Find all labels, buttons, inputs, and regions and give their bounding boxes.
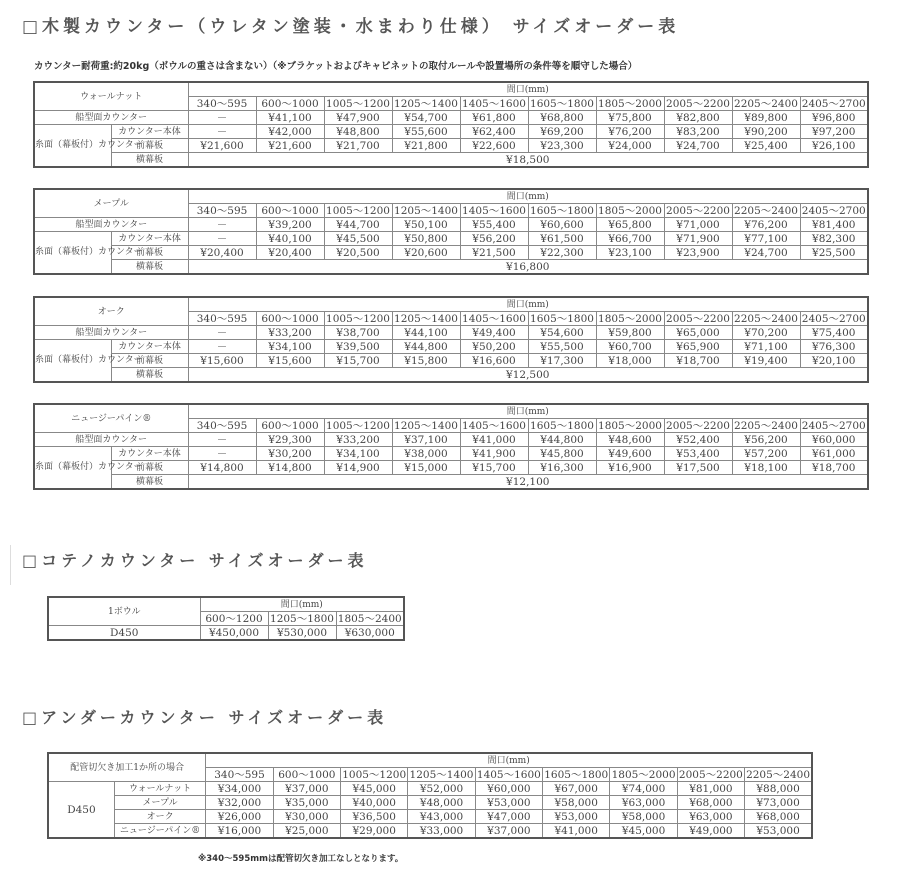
price-cell: ¥26,000	[206, 810, 273, 824]
price-cell: ¥23,100	[596, 246, 664, 260]
width-size-label: 2005～2200	[664, 312, 732, 326]
price-cell: ¥83,200	[664, 125, 732, 139]
price-cell: ¥33,200	[324, 433, 392, 447]
price-cell: ¥68,000	[745, 810, 812, 824]
price-cell: ¥52,000	[408, 782, 475, 796]
price-cell: ¥52,400	[664, 433, 732, 447]
under-counter-note: ※340～595mmは配管切欠き加工なしとなります。	[198, 854, 404, 864]
price-cell: ¥21,700	[324, 139, 392, 153]
width-size-label: 340～595	[206, 768, 273, 782]
width-size-label: 340～595	[188, 312, 256, 326]
kote-size: 1205～1800	[268, 612, 336, 626]
price-cell: ¥71,000	[664, 218, 732, 232]
price-cell: ¥14,900	[324, 461, 392, 475]
price-cell: ¥61,800	[460, 111, 528, 125]
width-size-label: 1805～2000	[596, 97, 664, 111]
price-cell: ¥34,100	[324, 447, 392, 461]
width-size-label: 1805～2000	[596, 204, 664, 218]
price-cell-side-panel: ¥16,800	[188, 260, 868, 275]
price-cell: ¥15,600	[188, 354, 256, 368]
width-size-label: 1405～1600	[476, 768, 541, 781]
wood-species-name: ウォールナット	[34, 82, 188, 111]
width-size-label: 1205～1400	[392, 312, 460, 326]
width-size-label: 1805～2000	[611, 768, 676, 781]
price-cell: ¥60,000	[800, 433, 868, 447]
price-cell: ¥21,600	[188, 139, 256, 153]
width-size-label: 1405～1600	[460, 97, 528, 111]
price-cell: ¥76,300	[800, 340, 868, 354]
row-label-ito: 糸面（幕板付）カウンター	[34, 447, 111, 490]
price-cell: ¥22,600	[460, 139, 528, 153]
price-cell: ¥81,000	[677, 782, 744, 796]
price-cell: ¥59,800	[596, 326, 664, 340]
price-cell: －	[188, 447, 256, 461]
price-cell: ¥40,000	[341, 796, 408, 810]
width-size-label: 2205～2400	[732, 97, 800, 111]
price-cell: ¥60,600	[528, 218, 596, 232]
price-cell: ¥57,200	[732, 447, 800, 461]
width-size-label: 600～1000	[256, 312, 324, 326]
price-cell: ¥32,000	[206, 796, 273, 810]
price-cell: ¥41,100	[256, 111, 324, 125]
price-cell: ¥17,500	[664, 461, 732, 475]
price-cell: ¥45,800	[528, 447, 596, 461]
width-size-label: 2205～2400	[732, 419, 800, 433]
price-cell: ¥54,700	[392, 111, 460, 125]
price-cell: ¥43,000	[408, 810, 475, 824]
price-cell: ¥20,100	[800, 354, 868, 368]
price-cell: ¥20,400	[188, 246, 256, 260]
width-size-label: 340～595	[188, 419, 256, 433]
price-cell: ¥63,000	[610, 796, 677, 810]
price-cell: ¥74,000	[610, 782, 677, 796]
price-cell: ¥14,800	[188, 461, 256, 475]
width-size-label: 2005～2200	[678, 768, 743, 781]
wood-species-name: メープル	[34, 189, 188, 218]
width-size-label: 2005～2200	[664, 97, 732, 111]
price-cell: ¥70,200	[732, 326, 800, 340]
width-size-label: 600～1000	[256, 419, 324, 433]
kote-counter-table	[47, 596, 405, 641]
width-size-label: 600～1000	[273, 768, 340, 782]
price-cell: ¥48,800	[324, 125, 392, 139]
price-cell: ¥16,600	[460, 354, 528, 368]
kote-depth-label: D450	[48, 626, 200, 641]
price-cell: ¥18,700	[800, 461, 868, 475]
title-kote-counter: □コテノカウンター サイズオーダー表	[22, 551, 368, 570]
price-cell: ¥40,100	[256, 232, 324, 246]
price-cell: ¥20,400	[256, 246, 324, 260]
title-under-counter: □アンダーカウンター サイズオーダー表	[22, 708, 388, 727]
price-cell: ¥96,800	[800, 111, 868, 125]
row-label-side-panel: 横幕板	[111, 153, 188, 168]
price-cell: ¥82,800	[664, 111, 732, 125]
price-cell-side-panel: ¥12,100	[188, 475, 868, 490]
price-cell: ¥89,800	[732, 111, 800, 125]
wood-price-table	[33, 188, 869, 275]
width-size-label: 1205～1400	[392, 419, 460, 433]
price-cell: ¥25,400	[732, 139, 800, 153]
width-header: 間口(mm)	[188, 404, 868, 419]
price-cell: ¥66,700	[596, 232, 664, 246]
price-cell: ¥44,800	[528, 433, 596, 447]
price-cell: ¥19,400	[732, 354, 800, 368]
price-cell: ¥16,900	[596, 461, 664, 475]
price-cell: ¥76,200	[596, 125, 664, 139]
price-cell: ¥53,000	[745, 824, 812, 839]
price-cell: ¥50,100	[392, 218, 460, 232]
kote-price: ¥530,000	[268, 626, 336, 641]
width-header: 間口(mm)	[188, 297, 868, 312]
width-size-label: 1605～1800	[544, 768, 609, 781]
under-species-name: ウォールナット	[114, 782, 205, 796]
width-size-label: 1205～1400	[409, 768, 474, 781]
width-size-label: 2005～2200	[664, 419, 732, 433]
price-cell: ¥49,000	[677, 824, 744, 839]
price-cell: －	[188, 433, 256, 447]
price-cell: ¥75,800	[596, 111, 664, 125]
price-cell: ¥22,300	[528, 246, 596, 260]
price-cell: ¥44,100	[392, 326, 460, 340]
price-cell: ¥24,700	[732, 246, 800, 260]
row-label-funa: 船型面カウンター	[34, 326, 188, 340]
width-size-label: 1205～1400	[392, 204, 460, 218]
width-size-label: 2205～2400	[732, 312, 800, 326]
price-cell: ¥34,100	[256, 340, 324, 354]
wood-species-name: オーク	[34, 297, 188, 326]
price-cell: ¥38,000	[392, 447, 460, 461]
price-cell: ¥69,200	[528, 125, 596, 139]
price-cell: ¥24,700	[664, 139, 732, 153]
width-size-label: 1405～1600	[460, 419, 528, 433]
price-cell: ¥81,400	[800, 218, 868, 232]
width-size-label: 1605～1800	[528, 97, 596, 111]
row-label-funa: 船型面カウンター	[34, 433, 188, 447]
price-cell: ¥39,500	[324, 340, 392, 354]
width-size-label: 1805～2000	[596, 419, 664, 433]
width-size-label: 1605～1800	[528, 419, 596, 433]
price-cell-side-panel: ¥12,500	[188, 368, 868, 383]
kote-width-header: 間口(mm)	[200, 597, 404, 612]
price-cell: ¥21,800	[392, 139, 460, 153]
price-cell: ¥20,600	[392, 246, 460, 260]
price-cell: ¥34,000	[206, 782, 273, 796]
price-cell: ¥41,000	[543, 824, 610, 839]
row-label-ito: 糸面（幕板付）カウンター	[34, 125, 111, 168]
wood-price-table	[33, 403, 869, 490]
width-size-label: 2205～2400	[732, 204, 800, 218]
price-cell: ¥47,900	[324, 111, 392, 125]
divider-line	[10, 545, 11, 585]
price-cell: ¥61,500	[528, 232, 596, 246]
price-cell: －	[188, 326, 256, 340]
kote-size: 600～1200	[200, 612, 268, 626]
price-cell: ¥77,100	[732, 232, 800, 246]
price-cell: ¥41,000	[460, 433, 528, 447]
price-cell: ¥97,200	[800, 125, 868, 139]
price-cell: ¥49,600	[596, 447, 664, 461]
row-label-body: カウンター本体	[111, 447, 188, 461]
price-cell: ¥20,500	[324, 246, 392, 260]
width-size-label: 1005～1200	[342, 768, 407, 781]
width-header: 間口(mm)	[206, 753, 812, 768]
price-cell: －	[188, 340, 256, 354]
width-size-label: 600～1000	[256, 97, 324, 111]
row-label-front-panel: 前幕板	[111, 246, 188, 260]
price-cell: ¥65,800	[596, 218, 664, 232]
price-cell: ¥50,200	[460, 340, 528, 354]
price-cell: ¥15,700	[460, 461, 528, 475]
width-size-label: 340～595	[188, 204, 256, 218]
price-cell: ¥48,600	[596, 433, 664, 447]
under-depth-label: D450	[48, 782, 114, 839]
price-cell: ¥55,600	[392, 125, 460, 139]
price-cell: ¥15,800	[392, 354, 460, 368]
price-cell: ¥29,300	[256, 433, 324, 447]
row-label-body: カウンター本体	[111, 340, 188, 354]
price-cell: ¥37,000	[475, 824, 542, 839]
price-cell: ¥58,000	[543, 796, 610, 810]
width-size-label: 1005～1200	[324, 204, 392, 218]
width-size-label: 1805～2000	[596, 312, 664, 326]
price-cell: －	[188, 111, 256, 125]
price-cell: ¥48,000	[408, 796, 475, 810]
under-counter-table	[47, 752, 813, 839]
row-label-front-panel: 前幕板	[111, 461, 188, 475]
row-label-front-panel: 前幕板	[111, 139, 188, 153]
price-cell: ¥75,400	[800, 326, 868, 340]
under-species-name: ニュージーパイン®	[114, 824, 205, 839]
price-cell: ¥17,300	[528, 354, 596, 368]
price-cell: ¥68,000	[677, 796, 744, 810]
row-label-side-panel: 横幕板	[111, 260, 188, 275]
price-cell: ¥18,100	[732, 461, 800, 475]
width-size-label: 340～595	[188, 97, 256, 111]
price-cell: ¥73,000	[745, 796, 812, 810]
price-cell: ¥16,300	[528, 461, 596, 475]
price-cell: ¥47,000	[475, 810, 542, 824]
width-size-label: 1405～1600	[460, 204, 528, 218]
width-size-label: 1205～1400	[392, 97, 460, 111]
price-cell: ¥37,000	[273, 782, 340, 796]
kote-size: 1805～2400	[336, 612, 404, 626]
kote-price: ¥630,000	[336, 626, 404, 641]
price-cell: ¥42,000	[256, 125, 324, 139]
price-cell: ¥45,000	[341, 782, 408, 796]
price-cell: ¥44,700	[324, 218, 392, 232]
price-cell: ¥56,200	[460, 232, 528, 246]
price-cell: ¥71,100	[732, 340, 800, 354]
width-size-label: 1005～1200	[324, 97, 392, 111]
price-cell: ¥60,700	[596, 340, 664, 354]
price-cell: －	[188, 125, 256, 139]
price-cell: ¥76,200	[732, 218, 800, 232]
price-cell: ¥15,600	[256, 354, 324, 368]
price-cell: ¥23,900	[664, 246, 732, 260]
under-condition-label: 配管切欠き加工1か所の場合	[48, 753, 206, 782]
width-size-label: 2405～2700	[800, 312, 868, 326]
row-label-side-panel: 横幕板	[111, 475, 188, 490]
price-cell: ¥33,200	[256, 326, 324, 340]
width-size-label: 2405～2700	[800, 419, 868, 433]
price-cell: ¥53,000	[475, 796, 542, 810]
price-cell: ¥62,400	[460, 125, 528, 139]
price-cell: ¥21,500	[460, 246, 528, 260]
load-capacity-note: カウンター耐荷重:約20kg（ボウルの重さは含まない）（※ブラケットおよびキャビネットの取付ルールや設置場所の条件等を順守した場合）	[34, 61, 638, 72]
price-cell: ¥15,000	[392, 461, 460, 475]
price-cell: ¥39,200	[256, 218, 324, 232]
price-cell: ¥71,900	[664, 232, 732, 246]
price-cell: ¥18,700	[664, 354, 732, 368]
price-cell: ¥33,000	[408, 824, 475, 839]
price-cell: ¥65,900	[664, 340, 732, 354]
price-cell: ¥56,200	[732, 433, 800, 447]
price-cell: ¥18,000	[596, 354, 664, 368]
row-label-ito: 糸面（幕板付）カウンター	[34, 340, 111, 383]
price-cell: ¥41,900	[460, 447, 528, 461]
wood-species-name: ニュージーパイン®	[34, 404, 188, 433]
price-cell: ¥21,600	[256, 139, 324, 153]
title-wood-counter: □木製カウンター（ウレタン塗装・水まわり仕様） サイズオーダー表	[22, 17, 680, 37]
price-cell: ¥82,300	[800, 232, 868, 246]
price-cell: ¥68,800	[528, 111, 596, 125]
price-cell: ¥54,600	[528, 326, 596, 340]
price-cell: ¥14,800	[256, 461, 324, 475]
price-cell: －	[188, 232, 256, 246]
price-cell: ¥38,700	[324, 326, 392, 340]
width-size-label: 1005～1200	[324, 419, 392, 433]
wood-price-table	[33, 296, 869, 383]
row-label-funa: 船型面カウンター	[34, 218, 188, 232]
row-label-side-panel: 横幕板	[111, 368, 188, 383]
width-size-label: 2205～2400	[746, 768, 811, 781]
under-species-name: オーク	[114, 810, 205, 824]
row-label-ito: 糸面（幕板付）カウンター	[34, 232, 111, 275]
price-cell: ¥88,000	[745, 782, 812, 796]
price-cell: ¥29,000	[341, 824, 408, 839]
price-cell: ¥15,700	[324, 354, 392, 368]
width-header: 間口(mm)	[188, 82, 868, 97]
price-cell: ¥25,500	[800, 246, 868, 260]
price-cell-side-panel: ¥18,500	[188, 153, 868, 168]
kote-price: ¥450,000	[200, 626, 268, 641]
price-cell: －	[188, 218, 256, 232]
price-cell: ¥23,300	[528, 139, 596, 153]
price-cell: ¥30,000	[273, 810, 340, 824]
price-cell: ¥53,400	[664, 447, 732, 461]
price-cell: ¥60,000	[475, 782, 542, 796]
price-cell: ¥44,800	[392, 340, 460, 354]
price-cell: ¥58,000	[610, 810, 677, 824]
price-cell: ¥36,500	[341, 810, 408, 824]
price-cell: ¥24,000	[596, 139, 664, 153]
under-species-name: メープル	[114, 796, 205, 810]
row-label-funa: 船型面カウンター	[34, 111, 188, 125]
row-label-front-panel: 前幕板	[111, 354, 188, 368]
price-cell: ¥90,200	[732, 125, 800, 139]
price-cell: ¥63,000	[677, 810, 744, 824]
width-size-label: 1405～1600	[460, 312, 528, 326]
width-size-label: 2405～2700	[800, 204, 868, 218]
price-cell: ¥53,000	[543, 810, 610, 824]
price-cell: ¥55,500	[528, 340, 596, 354]
kote-bowl-label: 1ボウル	[48, 597, 200, 626]
price-cell: ¥61,000	[800, 447, 868, 461]
width-size-label: 2005～2200	[664, 204, 732, 218]
width-header: 間口(mm)	[188, 189, 868, 204]
price-cell: ¥26,100	[800, 139, 868, 153]
price-cell: ¥49,400	[460, 326, 528, 340]
price-cell: ¥25,000	[273, 824, 340, 839]
price-cell: ¥67,000	[543, 782, 610, 796]
width-size-label: 1605～1800	[528, 204, 596, 218]
row-label-body: カウンター本体	[111, 232, 188, 246]
price-cell: ¥65,000	[664, 326, 732, 340]
width-size-label: 1005～1200	[324, 312, 392, 326]
wood-price-table	[33, 81, 869, 168]
price-cell: ¥37,100	[392, 433, 460, 447]
width-size-label: 600～1000	[256, 204, 324, 218]
price-cell: ¥55,400	[460, 218, 528, 232]
price-cell: ¥30,200	[256, 447, 324, 461]
price-cell: ¥16,000	[206, 824, 273, 839]
price-cell: ¥45,000	[610, 824, 677, 839]
price-cell: ¥45,500	[324, 232, 392, 246]
row-label-body: カウンター本体	[111, 125, 188, 139]
width-size-label: 1605～1800	[528, 312, 596, 326]
price-cell: ¥35,000	[273, 796, 340, 810]
price-cell: ¥50,800	[392, 232, 460, 246]
width-size-label: 2405～2700	[800, 97, 868, 111]
